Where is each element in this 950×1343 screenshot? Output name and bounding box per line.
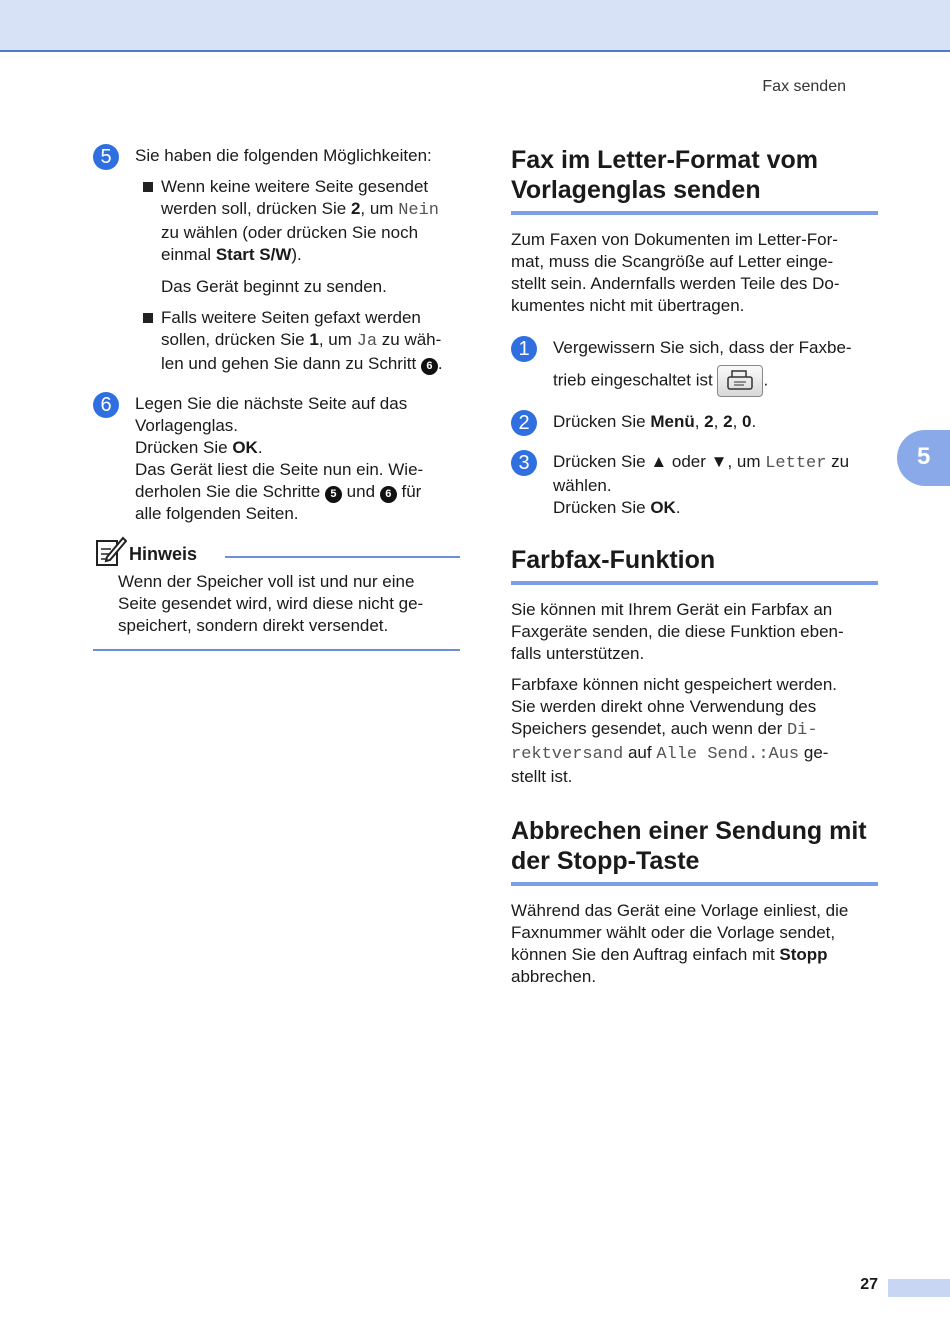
step-6 [93,393,460,525]
text-line: Speichers gesendet, auch wenn der Di- [511,719,818,740]
text-line: Wenn der Speicher voll ist und nur eine [118,572,415,591]
list-item [135,307,460,375]
note-divider [225,556,460,558]
text-line: Vergewissern Sie sich, dass der Faxbe- [553,338,852,357]
note-pencil-icon [95,535,127,567]
left-column [93,145,460,651]
text-line: Legen Sie die nächste Seite auf das [135,394,408,413]
text-line: Sie können mit Ihrem Gerät ein Farbfax an [511,600,833,619]
step-ref-icon: 6 [380,486,397,503]
text-line: wählen. [553,476,612,495]
section-heading: Fax im Letter-Format vom Vorlagenglas senden [511,146,819,204]
text-line: kumentes nicht mit übertragen. [511,296,745,315]
step-number: 1 [511,336,537,362]
text-line: Faxnummer wählt oder die Vorlage sendet, [511,923,836,942]
text-line: Vorlagenglas. [135,416,239,435]
text-line: Falls weitere Seiten gefaxt werden [161,308,421,327]
heading-rule [511,581,878,585]
text-line: Sie werden direkt ohne Verwendung des [511,697,817,716]
text-line: Zum Faxen von Dokumenten im Letter-For- [511,230,838,249]
note-header [93,539,460,567]
page-number-bar [888,1279,950,1297]
step-number: 2 [511,410,537,436]
top-banner [0,0,950,52]
step-3 [511,451,878,519]
text-line: alle folgenden Seiten. [135,504,299,523]
text-line: Drücken Sie OK. [553,498,681,517]
section-heading: Farbfax-Funktion [511,546,716,574]
step-intro: Sie haben die folgenden Möglichkeiten: [135,146,432,165]
step-ref-icon: 6 [421,358,438,375]
text-line: zu wählen (oder drücken Sie noch [161,223,419,242]
text-line: sollen, drücken Sie 1, um Ja zu wäh- [161,330,442,351]
text-line: trieb eingeschaltet ist . [553,365,878,397]
text-line: rektversand auf Alle Send.:Aus ge- [511,743,829,764]
text-line: Faxgeräte senden, die diese Funktion eben- [511,622,844,641]
text-line: können Sie den Auftrag einfach mit Stopp [511,945,828,964]
heading-rule [511,211,878,215]
step-number: 6 [93,392,119,418]
text-line: falls unterstützen. [511,644,645,663]
running-header: Fax senden [762,78,846,95]
chapter-number: 5 [917,443,931,470]
section-heading: Abbrechen einer Sendung mit der Stopp-Taste [511,817,867,875]
note-title: Hinweis [129,544,198,564]
step-number: 3 [511,450,537,476]
text-line: derholen Sie die Schritte 5 und 6 für [135,482,422,501]
fax-key-icon [717,365,763,397]
text-line: Das Gerät liest die Seite nun ein. Wie- [135,460,424,479]
text-line: speichert, sondern direkt versendet. [118,616,389,635]
text-line: stellt sein. Andernfalls werden Teile des Do- [511,274,840,293]
note-body [93,571,460,637]
step-5 [93,145,460,375]
text-line: Drücken Sie ▲ oder ▼, um Letter zu [553,452,850,473]
chapter-tab [897,430,950,486]
heading-rule [511,882,878,886]
page-number: 27 [860,1276,878,1293]
text-line: Das Gerät beginnt zu senden. [161,277,387,296]
step-1 [511,337,878,397]
step-number: 5 [93,144,119,170]
text-line: einmal Start S/W). [161,245,302,264]
text-line: Seite gesendet wird, wird diese nicht ge- [118,594,424,613]
step-2 [511,411,878,433]
step-ref-icon: 5 [325,486,342,503]
text-line: abbrechen. [511,967,597,986]
note-bottom-divider [93,649,460,651]
text-line: Drücken Sie OK. [135,438,263,457]
text-line: stellt ist. [511,767,573,786]
list-item [135,176,460,298]
right-column [511,145,878,988]
text-line: mat, muss die Scangröße auf Letter einge- [511,252,834,271]
text-line: len und gehen Sie dann zu Schritt 6 . [161,354,443,373]
text-line: Wenn keine weitere Seite gesendet [161,177,429,196]
text-line: Während das Gerät eine Vorlage einliest, die [511,901,849,920]
text-line: werden soll, drücken Sie 2, um Nein [161,199,440,220]
text-line: Farbfaxe können nicht gespeichert werden. [511,675,838,694]
text-line: Drücken Sie Menü, 2, 2, 0. [553,412,757,431]
